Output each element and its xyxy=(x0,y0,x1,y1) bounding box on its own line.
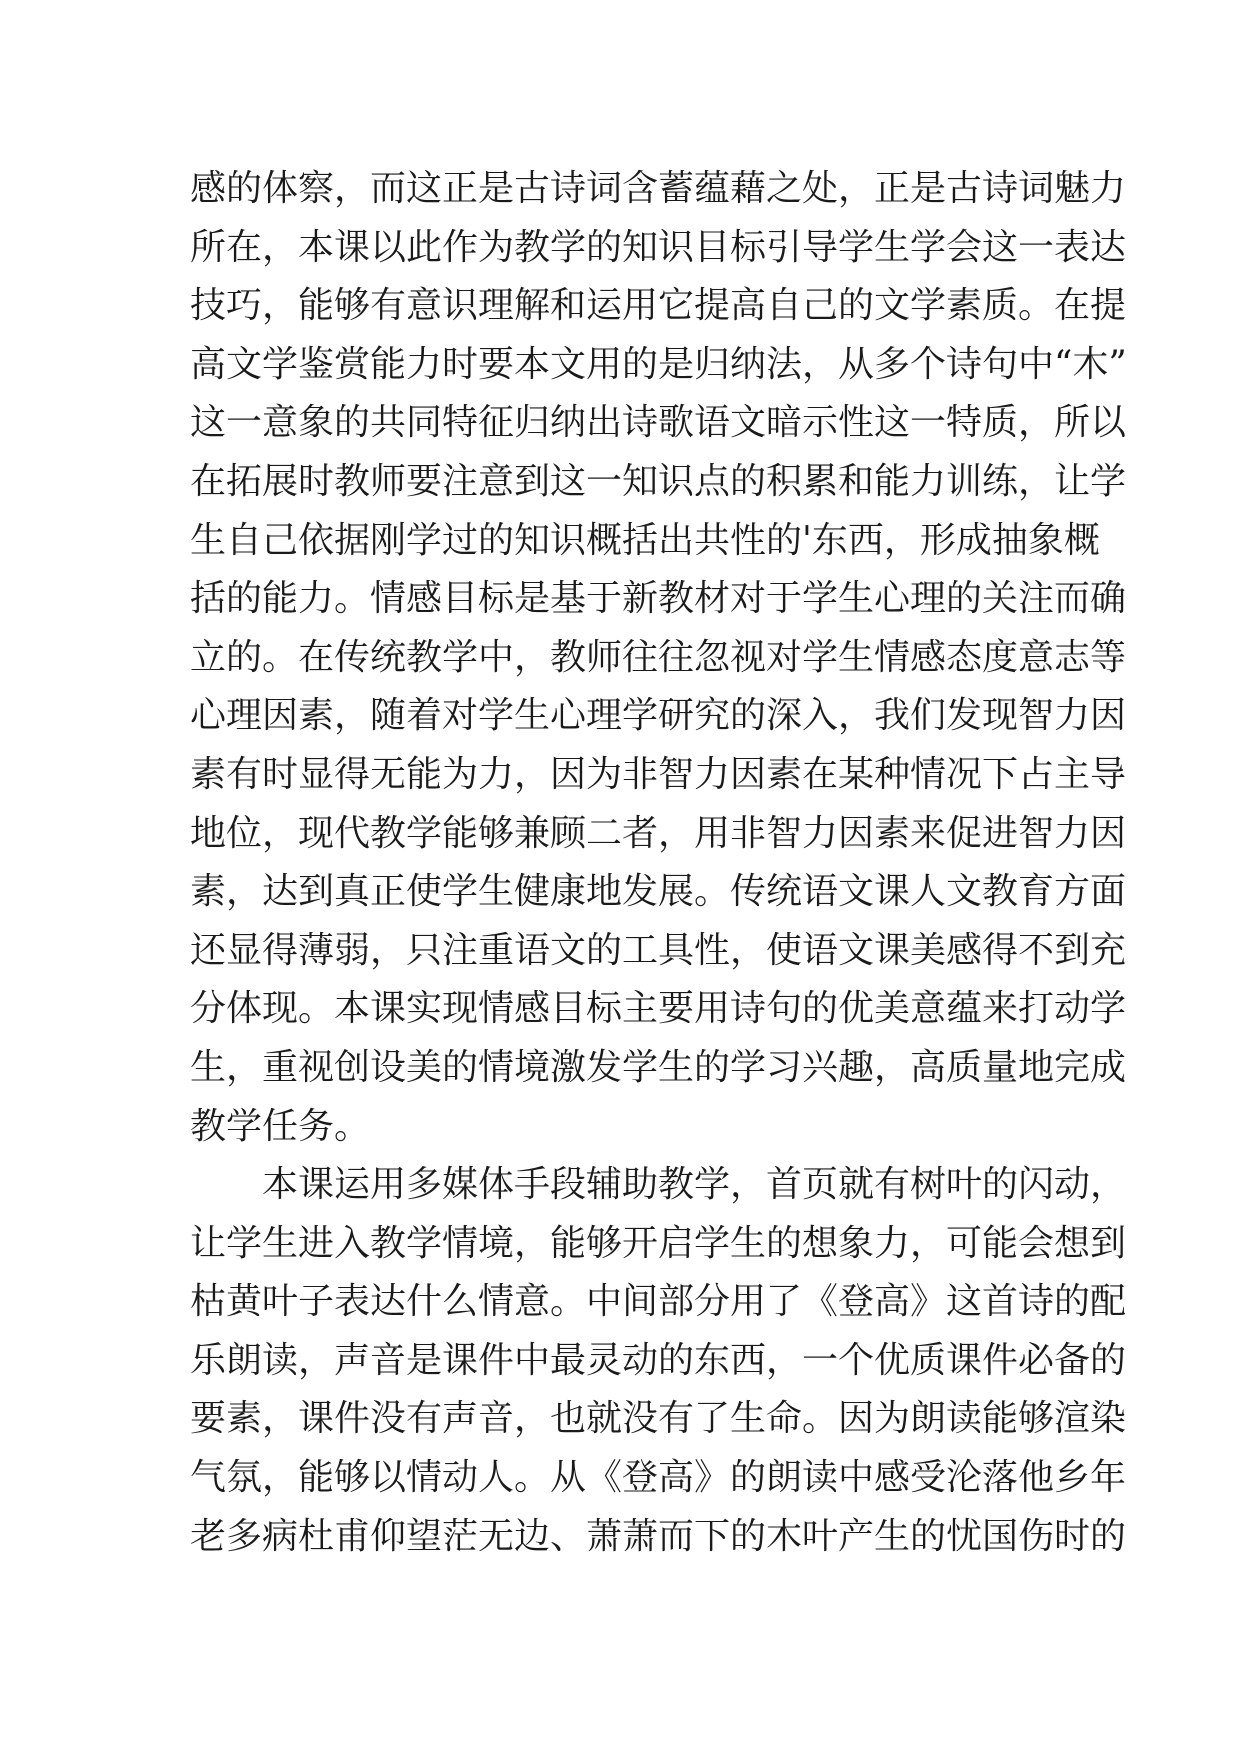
text-line: 还显得薄弱，只注重语文的工具性，使语文课美感得不到充 xyxy=(190,929,1127,971)
text-line: 生，重视创设美的情境激发学生的学习兴趣，高质量地完成 xyxy=(190,1046,1127,1088)
text-line: 心理因素，随着对学生心理学研究的深入，我们发现智力因 xyxy=(190,695,1127,737)
text-line: 生自己依据刚学过的知识概括出共性的'东西，形成抽象概 xyxy=(190,519,1100,561)
document-body xyxy=(190,160,1127,1566)
text-line: 老多病杜甫仰望茫无边、萧萧而下的木叶产生的忧国伤时的 xyxy=(190,1515,1127,1557)
text-line: 感的体察，而这正是古诗词含蓄蕴藉之处，正是古诗词魅力 xyxy=(190,168,1127,209)
text-line: 立的。在传统教学中，教师往往忽视对学生情感态度意志等 xyxy=(190,636,1127,678)
text-line: 高文学鉴赏能力时要本文用的是归纳法，从多个诗句中“木” xyxy=(190,343,1127,385)
text-line: 气氛，能够以情动人。从《登高》的朗读中感受沦落他乡年 xyxy=(190,1457,1127,1499)
text-line: 让学生进入教学情境，能够开启学生的想象力，可能会想到 xyxy=(190,1222,1127,1264)
text-line: 素，达到真正使学生健康地发展。传统语文课人文教育方面 xyxy=(190,871,1127,913)
text-line: 素有时显得无能为力，因为非智力因素在某种情况下占主导 xyxy=(190,753,1127,795)
text-line: 枯黄叶子表达什么情意。中间部分用了《登高》这首诗的配 xyxy=(190,1281,1127,1323)
text-line: 技巧，能够有意识理解和运用它提高自己的文学素质。在提 xyxy=(190,285,1127,327)
text-line: 乐朗读，声音是课件中最灵动的东西，一个优质课件必备的 xyxy=(190,1339,1127,1381)
text-line: 要素，课件没有声音，也就没有了生命。因为朗读能够渲染 xyxy=(190,1398,1127,1440)
text-line: 分体现。本课实现情感目标主要用诗句的优美意蕴来打动学 xyxy=(190,988,1127,1030)
text-line: 本课运用多媒体手段辅助教学，首页就有树叶的闪动， xyxy=(262,1164,1127,1206)
text-line: 括的能力。情感目标是基于新教材对于学生心理的关注而确 xyxy=(190,578,1127,620)
text-line: 在拓展时教师要注意到这一知识点的积累和能力训练，让学 xyxy=(190,460,1127,502)
text-line: 地位，现代教学能够兼顾二者，用非智力因素来促进智力因 xyxy=(190,812,1127,854)
text-line: 这一意象的共同特征归纳出诗歌语文暗示性这一特质，所以 xyxy=(190,402,1127,444)
text-line: 教学任务。 xyxy=(190,1105,371,1147)
text-line: 所在，本课以此作为教学的知识目标引导学生学会这一表达 xyxy=(190,226,1127,268)
